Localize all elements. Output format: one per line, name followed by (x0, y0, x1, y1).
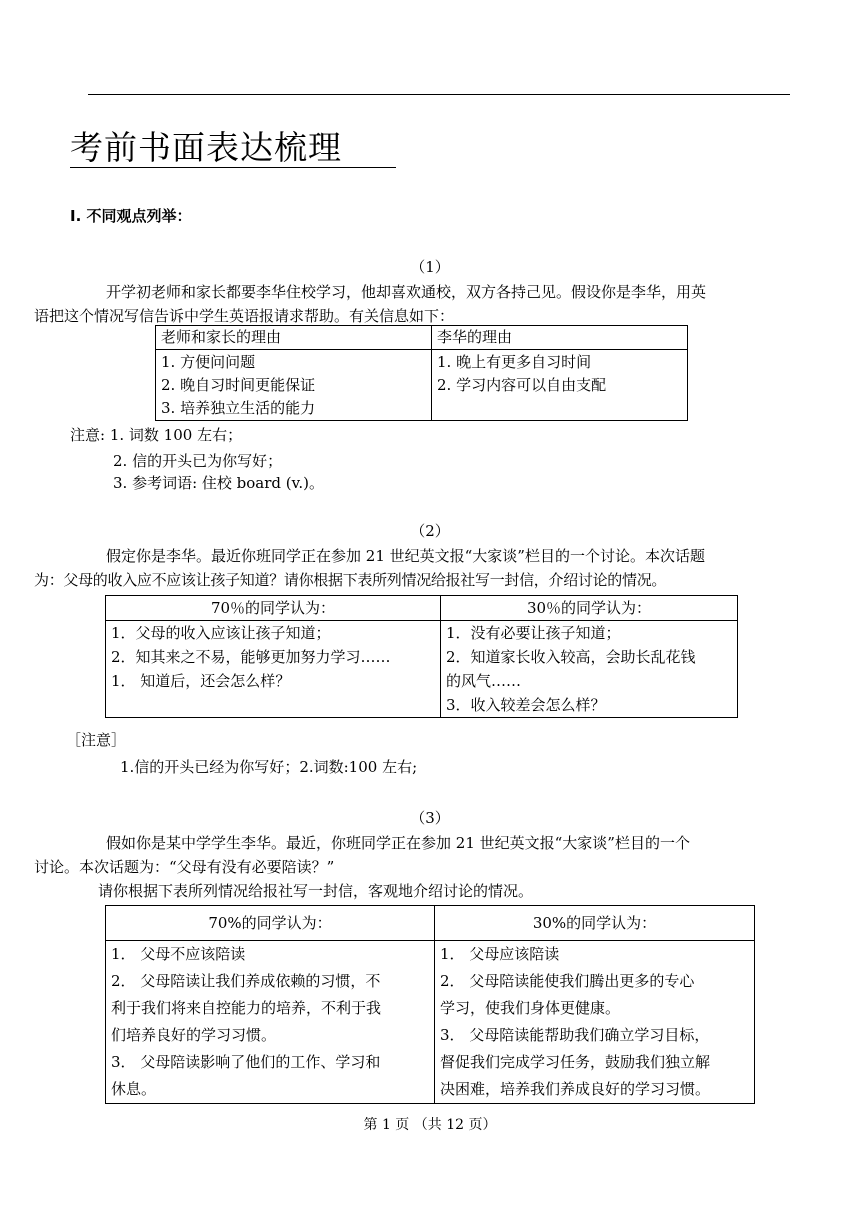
problem-3-number: （3） (410, 809, 450, 827)
table-cell (435, 941, 755, 1104)
note-line: 注意: 1. 词数 100 左右； (70, 426, 243, 444)
list-item: 们培养良好的学习习惯。 (111, 1026, 277, 1044)
table-header: 30％的同学认为： (441, 596, 738, 621)
list-item: 2． 父母陪读能使我们腾出更多的专心 (440, 972, 695, 990)
table-header: 70%的同学认为： (106, 906, 435, 941)
document-title: 考前书面表达梳理 (70, 128, 342, 167)
problem-3-intro (34, 831, 792, 879)
table-cell (106, 621, 441, 718)
list-item: 督促我们完成学习任务，鼓励我们独立解 (440, 1053, 711, 1071)
problem-3-instruction: 请你根据下表所列情况给报社写一封信，客观地介绍讨论的情况。 (98, 882, 534, 900)
problem-2-number: （2） (410, 522, 450, 540)
note-line: 1.信的开头已经为你写好；2.词数:100 左右; (120, 758, 418, 776)
list-item: 利于我们将来自控能力的培养，不利于我 (111, 999, 382, 1017)
note-line: 2. 信的开头已为你写好； (113, 452, 283, 470)
list-item: 1. 晚上有更多自习时间 (437, 353, 592, 371)
problem-3-intro-line-2: 讨论。本次话题为：“父母有没有必要陪读？” (34, 858, 335, 876)
list-item: 2．知其来之不易，能够更加努力学习…… (111, 648, 391, 666)
list-item: 决困难，培养我们养成良好的学习习惯。 (440, 1080, 711, 1098)
note-label: ［注意］ (66, 731, 127, 749)
table-cell (106, 941, 435, 1104)
table-header: 李华的理由 (432, 326, 688, 350)
list-item: 2. 晚自习时间更能保证 (161, 376, 316, 394)
section-heading: I. 不同观点列举： (70, 207, 192, 225)
list-item: 1．父母的收入应该让孩子知道； (111, 624, 331, 642)
list-item: 1． 父母不应该陪读 (111, 945, 246, 963)
header-rule (88, 94, 790, 95)
problem-2-intro-line-2: 为：父母的收入应不应该让孩子知道？请你根据下表所列情况给报社写一封信，介绍讨论的情况。 (34, 571, 667, 589)
title-underline (70, 167, 396, 168)
problem-2-intro-line-1: 假定你是李华。最近你班同学正在参加 21 世纪英文报“大家谈”栏目的一个讨论。本次话题 (106, 547, 705, 565)
list-item: 2． 父母陪读让我们养成依赖的习惯，不 (111, 972, 381, 990)
note-line: 3. 参考词语: 住校 board (v.)。 (113, 474, 324, 492)
table-header: 老师和家长的理由 (156, 326, 432, 350)
list-item: 的风气…… (446, 672, 522, 690)
page-footer: 第 1 页 （共 12 页） (363, 1117, 497, 1133)
problem-1-intro (34, 280, 792, 328)
problem-3-table (105, 905, 755, 1104)
problem-1-intro-line-2: 语把这个情况写信告诉中学生英语报请求帮助。有关信息如下： (34, 307, 455, 325)
problem-1-table (155, 325, 688, 421)
list-item: 3． 父母陪读能帮助我们确立学习目标， (440, 1026, 710, 1044)
problem-1-intro-line-1: 开学初老师和家长都要李华住校学习，他却喜欢通校，双方各持己见。假设你是李华，用英 (106, 283, 707, 301)
list-item: 1． 知道后，还会怎么样？ (111, 672, 291, 690)
table-cell (441, 621, 738, 718)
problem-1-number: （1） (410, 258, 450, 276)
table-header: 30%的同学认为： (435, 906, 755, 941)
table-header: 70％的同学认为： (106, 596, 441, 621)
list-item: 3． 父母陪读影响了他们的工作、学习和 (111, 1053, 381, 1071)
table-cell (432, 350, 688, 421)
list-item: 1．没有必要让孩子知道； (446, 624, 621, 642)
table-cell (156, 350, 432, 421)
list-item: 3. 培养独立生活的能力 (161, 399, 316, 417)
list-item: 2．知道家长收入较高，会助长乱花钱 (446, 648, 696, 666)
problem-2-table (105, 595, 738, 718)
list-item: 学习，使我们身体更健康。 (440, 999, 621, 1017)
list-item: 2. 学习内容可以自由支配 (437, 376, 607, 394)
list-item: 休息。 (111, 1080, 157, 1098)
list-item: 3．收入较差会怎么样？ (446, 696, 606, 714)
problem-3-intro-line-1: 假如你是某中学学生李华。最近，你班同学正在参加 21 世纪英文报“大家谈”栏目的一个 (106, 834, 690, 852)
problem-2-intro (34, 544, 792, 592)
list-item: 1． 父母应该陪读 (440, 945, 560, 963)
list-item: 1. 方便问问题 (161, 353, 256, 371)
